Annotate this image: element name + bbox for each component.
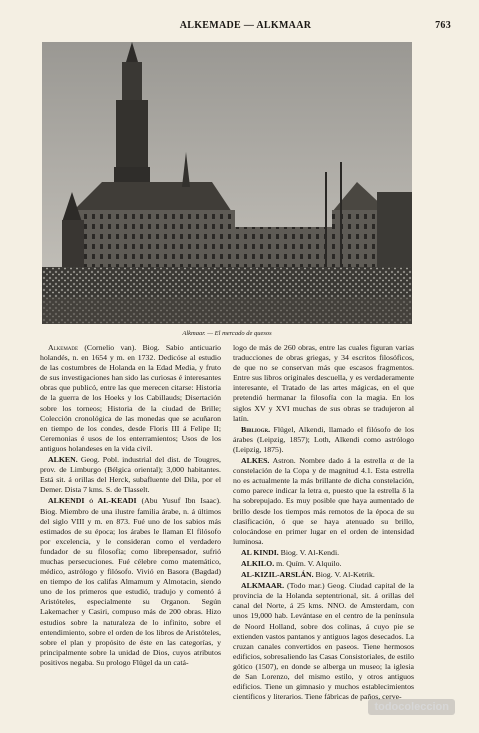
watermark-logo: todocoleccion [368,699,455,715]
entry-bibliography [233,425,414,455]
column-right [233,343,414,702]
entry-headword: ALKES. [241,456,270,466]
running-head-title: ALKEMADE — ALKMAAR [179,20,312,31]
entry-alkemade [40,343,221,454]
column-left [40,343,221,673]
entry-headword: AL-KIZIL-ARSLÁN. [241,570,314,580]
entry-alkes [233,456,414,547]
entry-al-kindi [233,548,414,558]
entry-alkendi [40,496,221,668]
entry-headword: Bibliogr. [241,424,271,434]
entry-body: (Cornelio van). Biog. Sabio anticuario holandés, n. en 1654 y m. en 1732. Dedicóse al estudio de las costumbres de Holanda en la Edad Media, y fruto de sus investigaciones han sido las curiosas é interesantes obras que publicó, entre las que merecen citarse: Historia de la guerra de los Hoeks y los Cabillauds; Disertación sobre los torneos; Historia de la ciudad de Brille; Colección cronológica de las monedas que se acuñaron en tiempo de los condes, desde Floris III á Felipe II; Ceremonias é usos de los enterramientos; Usos de los antiguos holandeses en la vida civil. [40,343,222,453]
entry-alkmaar [233,581,414,702]
entry-body: Geog. Pobl. industrial del dist. de Tougres, prov. de Limburgo (Bélgica oriental); 3,000 habitantes. Está sit. á orillas del Herck, subafluente del Dila, por el Demer. Dista 7 kms. S. de Tlasselt. [40,455,221,495]
entry-body: m. Quím. V. Alquilo. [276,558,342,568]
entry-body: Biog. V. Al-Ketrik. [315,570,375,580]
entry-alken [40,455,221,495]
entry-headword: ALKILO. [241,558,275,568]
photograph-image [42,42,412,324]
entry-headword: ALKMAAR. [241,581,285,591]
text-columns [40,343,415,702]
entry-headword: ALKENDI ó AL-KEADI [48,496,137,506]
entry-body: Biog. V. Al-Kendi. [280,547,340,557]
entry-headword: AL KINDI. [241,547,279,557]
entry-alkendi-continued [233,343,414,424]
entry-headword: ALKEN. [48,455,78,465]
running-head [40,20,451,36]
entry-body: logo de más de 260 obras, entre las cuales figuran varias traducciones de obras griegas, y 34 escritos filosóficos, de que no se conservan más que escasos fragmentos. Entre sus libros originales descuella, y es verdaderamente interesante, el Tratado de las artes mágicas, en el que pretendió hermanar la filosofía con la magia. En los siglos XV y XVI muchas de sus obras se tradujeron al latín. [233,343,414,423]
entry-body: Flügel, Alkendi, llamado el filósofo de los árabes (Leipzig, 1857); Loth, Alkendi como astrólogo (Leipzig, 1875). [233,424,414,454]
entry-alkilo [233,559,414,569]
entry-headword: Alkemade [48,343,79,352]
entry-body: (Abu Yusuf Ibn Isaac). Biog. Miembro de una ilustre familia árabe, n. á últimos del siglo VIII y m. en 873. Fué uno de los sabios más estimados de su época; los árabes le llaman El filósofo por excelencia, y le consideran como el verdadero fundador de su filosofía; como librepensador, sufrió muchas persecuciones. Fué célebre como matemático, médico, astrólogo y filósofo. Vivió en Basora (Bagdad) en tiempo de los califas Almamum y Almotacin, siendo uno de los primeros que estudió, tradujo y comentó á Aristóteles, especialmente su Organon. Según Lakemacher y Casiri, compuso más de 200 obras. Hizo estudios sobre la naturaleza de lo infinito, sobre el entendimiento, sobre el orden de los libros de Aristóteles, sobre el plan y propósito de éste en las categorías, y principalmente sobre la unidad de Dios, cuyos atributos positivos negaba. Su prologo Flügel da un catá- [40,496,221,667]
entry-al-kizil-arslan [233,570,414,580]
entry-body: (Todo mar.) Geog. Ciudad capital de la provincia de la Holanda septentrional, sit. á orillas del canal del Norte, á 25 kms. NNO. de Amsterdam, con unos 19,000 hab. Levántase en el centro de la península de Noord Holland, sobre dos colinas, á cuyo pie se extienden vastos pantanos y antiguos lagos desecados. La cruzan canales convertidos en paseos. Tiene hermosos edificios, sobresaliendo las Casas Consistoriales, de estilo gótico (1507), en donde se alberga un museo; la iglesia de San Lorenzo, del mismo estilo, y otros antiguos edificios. Tiene un gimnasio y muchos establecimientos científicos y literarios. Tiene fábricas de paños, cerve- [233,581,414,702]
photo-caption: Alkmaar. — El mercado de quesos [182,330,272,337]
page-number: 763 [435,20,451,31]
market-photograph [42,42,412,324]
entry-body: Astron. Nombre dado á la estrella α de la constelación de la Copa y de magnitud 4.1. Esta estrella no es actualmente la más brillante de dicha constelación, como parece indicar la letra α, puesto que la estrella δ la ha sobrepujado. Es muy posible que haya aumentado de brillo desde los tiempos más remotos de la época de su clasificación, ó que se haya atenuado su brillo, colocándose en primer lugar en el orden de intensidad luminosa. [233,456,414,546]
